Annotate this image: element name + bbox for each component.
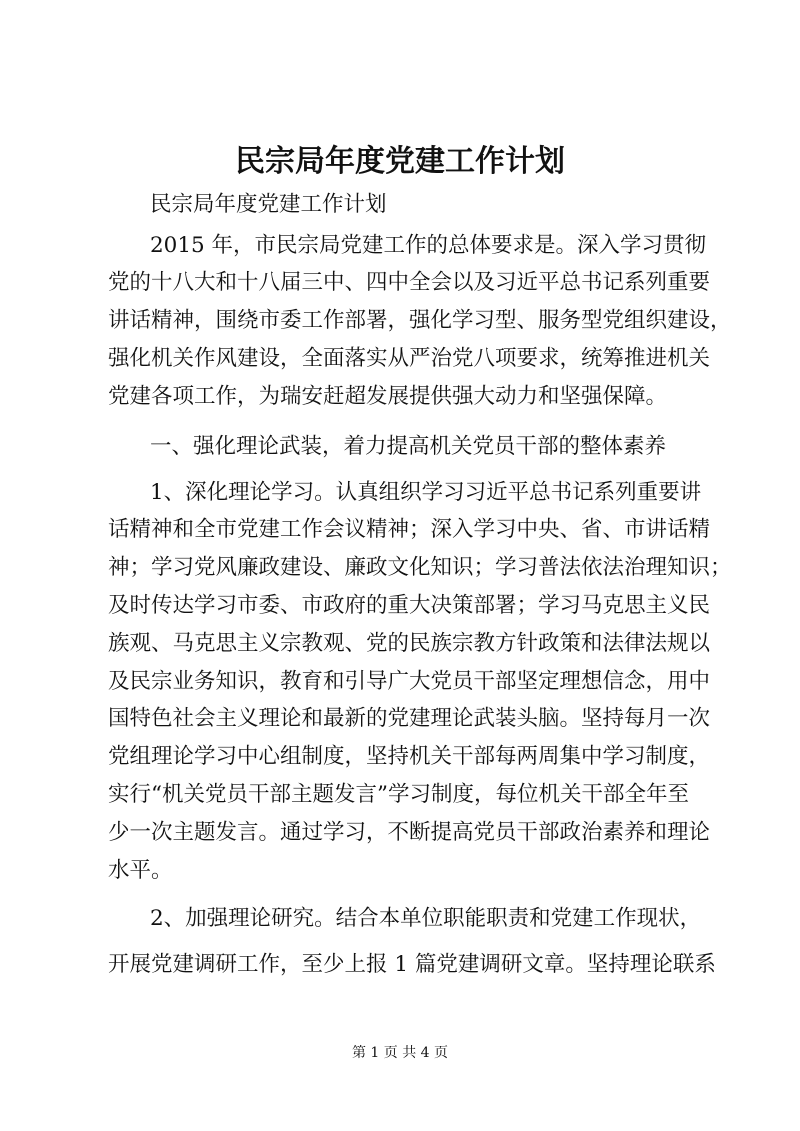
- paragraph-line: 强化机关作风建设，全面落实从严治党八项要求，统筹推进机关: [108, 346, 711, 371]
- paragraph-line: 2、加强理论研究。结合本单位职能职责和党建工作现状，: [150, 906, 702, 931]
- paragraph-line: 少一次主题发言。通过学习，不断提高党员干部政治素养和理论: [108, 820, 711, 845]
- document-title: 民宗局年度党建工作计划: [235, 144, 565, 179]
- paragraph-line: 1、深化理论学习。认真组织学习习近平总书记系列重要讲: [150, 480, 702, 505]
- paragraph-line: 及时传达学习市委、市政府的重大决策部署；学习马克思主义民: [108, 593, 711, 618]
- page-footer: 第 1 页 共 4 页: [351, 1045, 449, 1061]
- paragraph-line: 话精神和全市党建工作会议精神；深入学习中央、省、市讲话精: [108, 517, 711, 542]
- paragraph-line: 水平。: [108, 858, 173, 883]
- paragraph-line: 2015 年，市民宗局党建工作的总体要求是。深入学习贯彻: [150, 233, 707, 258]
- paragraph-line: 及民宗业务知识，教育和引导广大党员干部坚定理想信念，用中: [108, 669, 711, 694]
- paragraph-line: 国特色社会主义理论和最新的党建理论武装头脑。坚持每月一次: [108, 706, 711, 731]
- section-heading: 一、强化理论武装，着力提高机关党员干部的整体素养: [150, 434, 667, 459]
- paragraph-line: 党建各项工作，为瑞安赶超发展提供强大动力和坚强保障。: [108, 384, 668, 409]
- paragraph-line: 党组理论学习中心组制度，坚持机关干部每两周集中学习制度，: [108, 744, 711, 769]
- paragraph-line: 神；学习党风廉政建设、廉政文化知识；学习普法依法治理知识；: [108, 555, 732, 580]
- paragraph-line: 党的十八大和十八届三中、四中全会以及习近平总书记系列重要: [108, 270, 711, 295]
- paragraph-line: 开展党建调研工作，至少上报 1 篇党建调研文章。坚持理论联系: [108, 952, 716, 977]
- paragraph-line: 民宗局年度党建工作计划: [150, 192, 387, 217]
- paragraph-line: 讲话精神，围绕市委工作部署，强化学习型、服务型党组织建设，: [108, 308, 732, 333]
- paragraph-line: 族观、马克思主义宗教观、党的民族宗教方针政策和法律法规以: [108, 631, 711, 656]
- paragraph-line: 实行“机关党员干部主题发言”学习制度，每位机关干部全年至: [108, 782, 689, 807]
